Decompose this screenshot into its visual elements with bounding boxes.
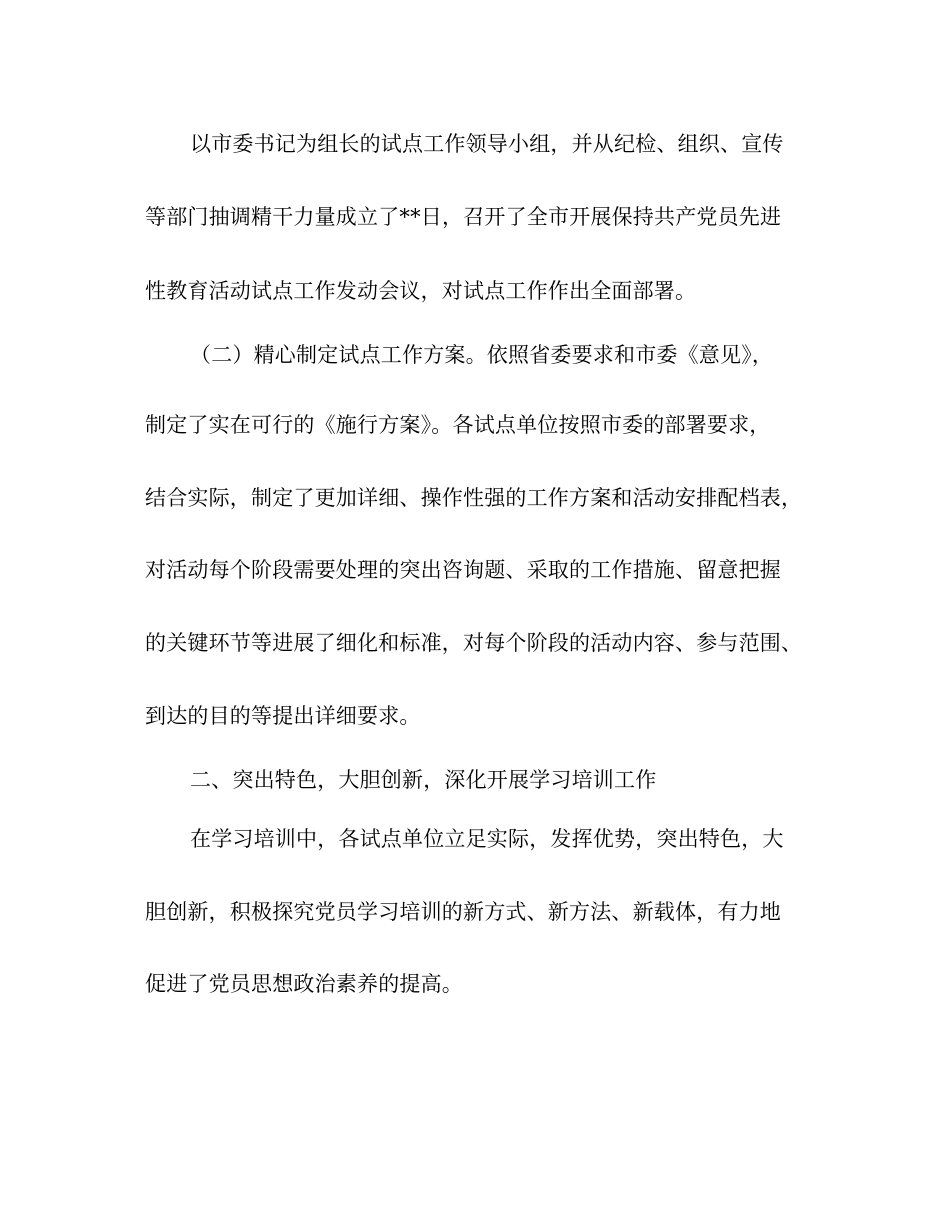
- paragraph-line: 以市委书记为组长的试点工作领导小组，并从纪检、组织、宣传: [190, 132, 784, 156]
- paragraph-line: 的关键环节等进展了细化和标准，对每个阶段的活动内容、参与范围、: [145, 631, 803, 655]
- paragraph-line: 到达的目的等提出详细要求。: [145, 704, 421, 728]
- paragraph-line: 制定了实在可行的《施行方案》。各试点单位按照市委的部署要求，: [145, 413, 771, 437]
- paragraph-line: 胆创新，积极探究党员学习培训的新方式、新方法、新载体，有力地: [145, 900, 781, 924]
- section-subheading-line: （二）精心制定试点工作方案。依照省委要求和市委《意见》，: [190, 343, 774, 367]
- paragraph-line: 性教育活动试点工作发动会议，对试点工作作出全面部署。: [145, 279, 697, 303]
- paragraph-line: 对活动每个阶段需要处理的突出咨询题、采取的工作措施、留意把握: [145, 558, 781, 582]
- section-heading: 二、突出特色，大胆创新，深化开展学习培训工作: [190, 768, 657, 792]
- paragraph-line: 结合实际，制定了更加详细、操作性强的工作方案和活动安排配档表，: [145, 486, 803, 510]
- paragraph-line: 等部门抽调精干力量成立了**日，召开了全市开展保持共产党员先进: [145, 205, 782, 229]
- paragraph-line: 在学习培训中，各试点单位立足实际，发挥优势，突出特色，大: [190, 827, 784, 851]
- paragraph-line: 促进了党员思想政治素养的提高。: [145, 972, 463, 996]
